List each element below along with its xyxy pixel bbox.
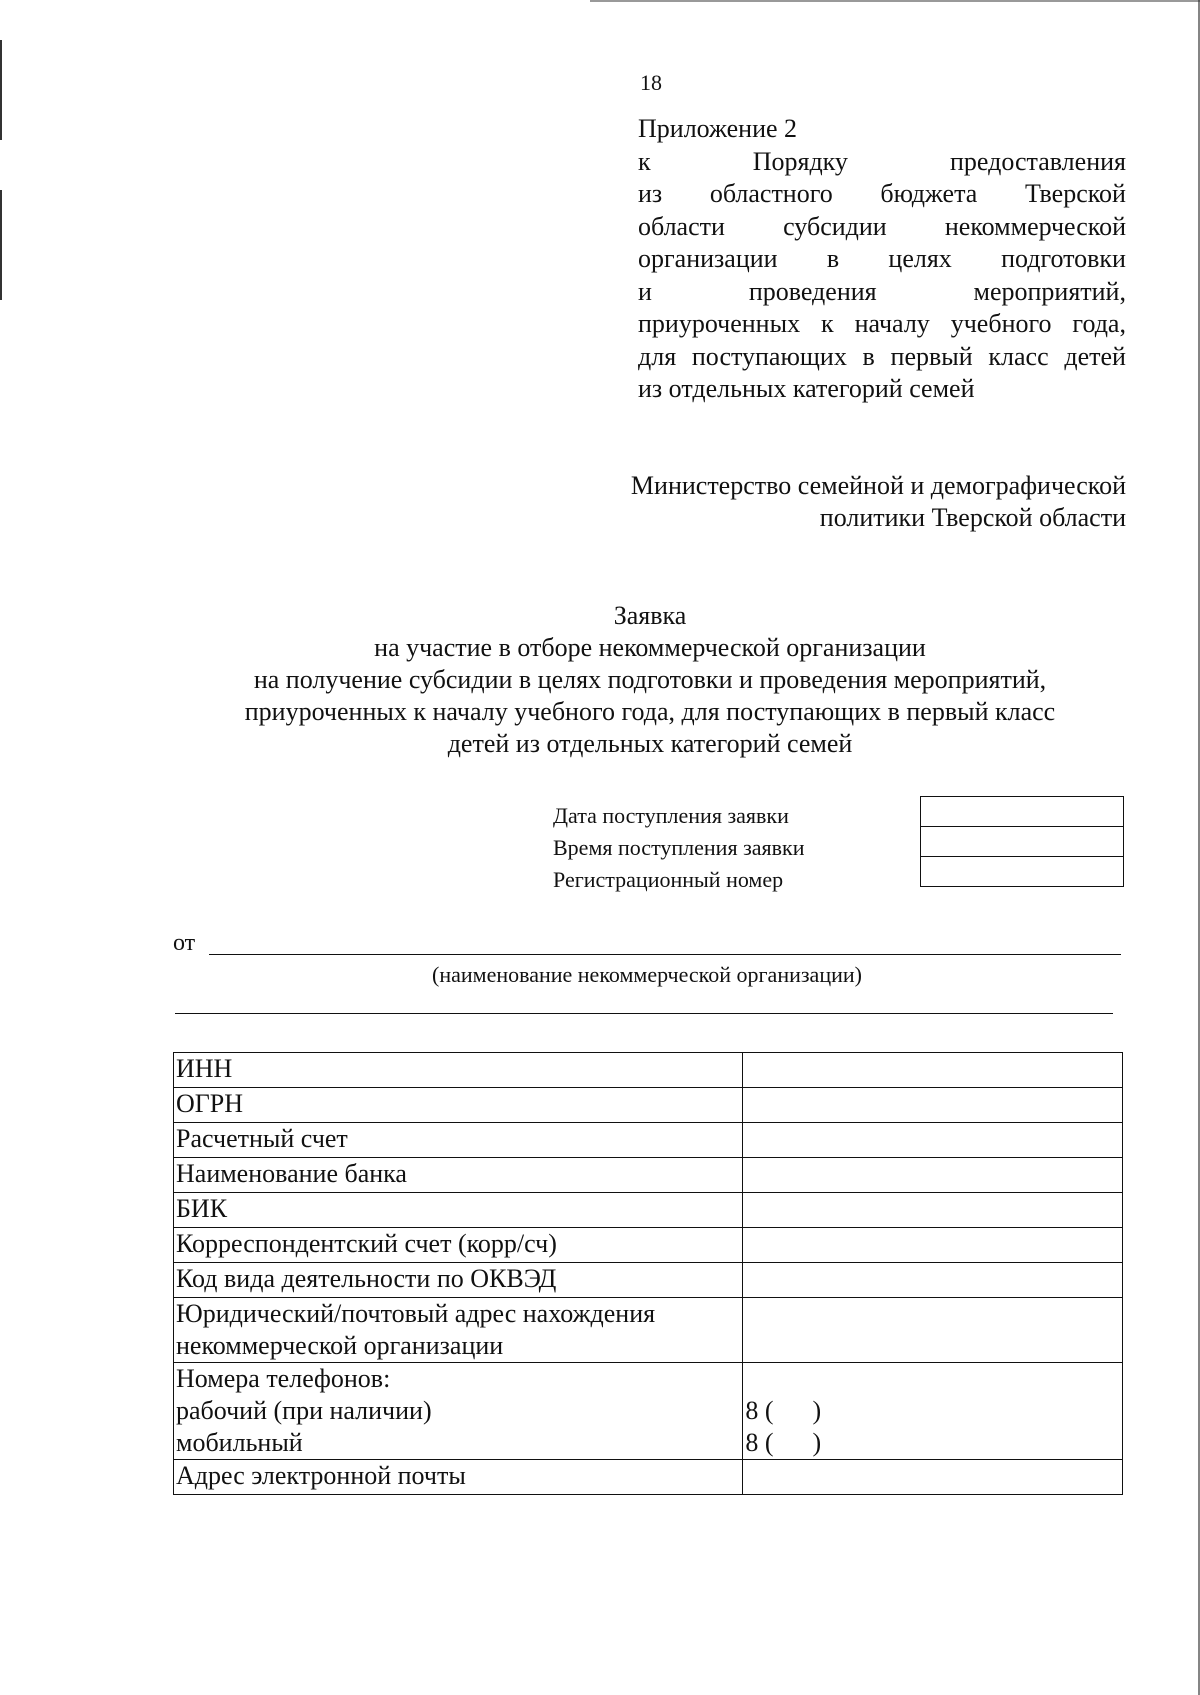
registration-date-box[interactable] — [921, 797, 1124, 827]
bik-label: БИК — [174, 1193, 743, 1228]
appendix-word: из — [638, 179, 663, 208]
appendix-word: областного — [709, 179, 833, 208]
bik-value[interactable] — [743, 1193, 1123, 1228]
email-value[interactable] — [743, 1460, 1123, 1495]
inn-value[interactable] — [743, 1053, 1123, 1088]
appendix-word: мероприятий, — [973, 276, 1126, 306]
organization-name-caption: (наименование некоммерческой организации) — [432, 962, 862, 987]
scan-edge-left — [0, 40, 2, 140]
okved-label: Код вида деятельности по ОКВЭД — [174, 1263, 743, 1298]
appendix-word: из отдельных категорий семей — [638, 374, 975, 403]
appendix-line — [638, 211, 1126, 244]
appendix-word: области — [638, 211, 725, 241]
appendix-line — [638, 243, 1126, 276]
appendix-word: Порядку — [752, 146, 848, 176]
appendix-header — [638, 113, 1126, 406]
table-row — [174, 1460, 1123, 1495]
application-heading — [200, 600, 1100, 760]
appendix-text — [638, 146, 1126, 406]
heading-line-3: приуроченных к началу учебного года, для поступающих в первый класс — [244, 697, 1056, 726]
table-row — [174, 1263, 1123, 1298]
registration-time-box[interactable] — [921, 827, 1124, 857]
organization-details-table — [173, 1052, 1123, 1495]
addressee-line-1: Министерство семейной и демографической — [630, 471, 1126, 500]
table-row — [174, 1158, 1123, 1193]
appendix-word: целях — [888, 244, 952, 273]
heading-line-2: на получение субсидии в целях подготовки и проведения мероприятий, — [253, 665, 1047, 694]
heading-line-1: на участие в отборе некоммерческой организации — [374, 633, 926, 662]
scan-edge-left-2 — [0, 190, 2, 300]
registration-boxes — [920, 796, 1124, 887]
table-row — [174, 1088, 1123, 1123]
appendix-word: приуроченных — [638, 309, 801, 338]
bank-label: Наименование банка — [174, 1158, 743, 1193]
appendix-title: Приложение 2 — [638, 114, 798, 143]
appendix-word: организации — [638, 244, 778, 273]
appendix-word: первый — [890, 341, 973, 371]
table-row — [174, 1193, 1123, 1228]
appendix-word: класс — [988, 341, 1049, 371]
address-value[interactable] — [743, 1298, 1123, 1363]
page-number: 18 — [640, 70, 662, 95]
appendix-line — [638, 308, 1126, 341]
appendix-word: проведения — [748, 276, 877, 306]
organization-name-line[interactable] — [209, 954, 1121, 955]
addressee-line-2: политики Тверской области — [819, 503, 1126, 532]
appendix-line — [638, 373, 1126, 406]
appendix-word: к — [821, 309, 834, 338]
heading-title: Заявка — [613, 601, 687, 630]
okved-value[interactable] — [743, 1263, 1123, 1298]
appendix-word: началу — [854, 309, 930, 338]
phone-work-label: рабочий (при наличии) — [176, 1396, 432, 1425]
appendix-word: в — [826, 244, 840, 273]
account-value[interactable] — [743, 1123, 1123, 1158]
appendix-line — [638, 146, 1126, 179]
corr-account-label: Корреспондентский счет (корр/сч) — [174, 1228, 743, 1263]
inn-label: ИНН — [174, 1053, 743, 1088]
appendix-word: года, — [1072, 309, 1126, 338]
heading-line-4: детей из отдельных категорий семей — [447, 729, 853, 758]
appendix-line — [638, 178, 1126, 211]
phone-mobile-label: мобильный — [176, 1428, 303, 1457]
table-row — [174, 1053, 1123, 1088]
registration-labels — [553, 800, 805, 896]
from-label: от — [173, 930, 196, 956]
appendix-word: подготовки — [1001, 244, 1126, 273]
addressee-block — [631, 470, 1126, 534]
appendix-word: некоммерческой — [944, 211, 1126, 241]
appendix-word: Тверской — [1024, 179, 1126, 208]
ogrn-label: ОГРН — [174, 1088, 743, 1123]
table-row — [174, 1298, 1123, 1363]
appendix-line — [638, 341, 1126, 374]
appendix-word: в — [862, 341, 875, 371]
table-row — [174, 1228, 1123, 1263]
appendix-word: поступающих — [691, 341, 847, 371]
registration-number-label: Регистрационный номер — [553, 867, 784, 892]
from-row — [173, 930, 1121, 960]
phone-mobile-value[interactable]: 8 ( ) — [745, 1428, 822, 1457]
phone-work-value[interactable]: 8 ( ) — [745, 1396, 822, 1425]
corr-account-value[interactable] — [743, 1228, 1123, 1263]
table-row — [174, 1123, 1123, 1158]
appendix-line — [638, 276, 1126, 309]
ogrn-value[interactable] — [743, 1088, 1123, 1123]
account-label: Расчетный счет — [174, 1123, 743, 1158]
registration-time-label: Время поступления заявки — [553, 835, 805, 860]
phones-value[interactable] — [743, 1363, 1123, 1460]
phones-title: Номера телефонов: — [176, 1364, 391, 1393]
appendix-word: субсидии — [783, 211, 887, 241]
appendix-word: и — [638, 276, 652, 306]
address-label — [174, 1298, 743, 1363]
appendix-word: к — [638, 146, 651, 176]
organization-name-line-2[interactable] — [175, 1013, 1113, 1014]
scan-edge-top — [590, 0, 1200, 2]
appendix-word: предоставления — [950, 146, 1126, 176]
address-label-line-1: Юридический/почтовый адрес нахождения — [176, 1299, 656, 1328]
appendix-word: для — [638, 341, 677, 371]
registration-number-box[interactable] — [921, 857, 1124, 887]
registration-date-label: Дата поступления заявки — [553, 803, 789, 828]
phones-label — [174, 1363, 743, 1460]
appendix-word: бюджета — [880, 179, 978, 208]
email-label: Адрес электронной почты — [174, 1460, 743, 1495]
appendix-word: учебного — [950, 309, 1052, 338]
table-row — [174, 1363, 1123, 1460]
address-label-line-2: некоммерческой организации — [176, 1331, 504, 1360]
appendix-word: детей — [1064, 341, 1126, 371]
bank-value[interactable] — [743, 1158, 1123, 1193]
